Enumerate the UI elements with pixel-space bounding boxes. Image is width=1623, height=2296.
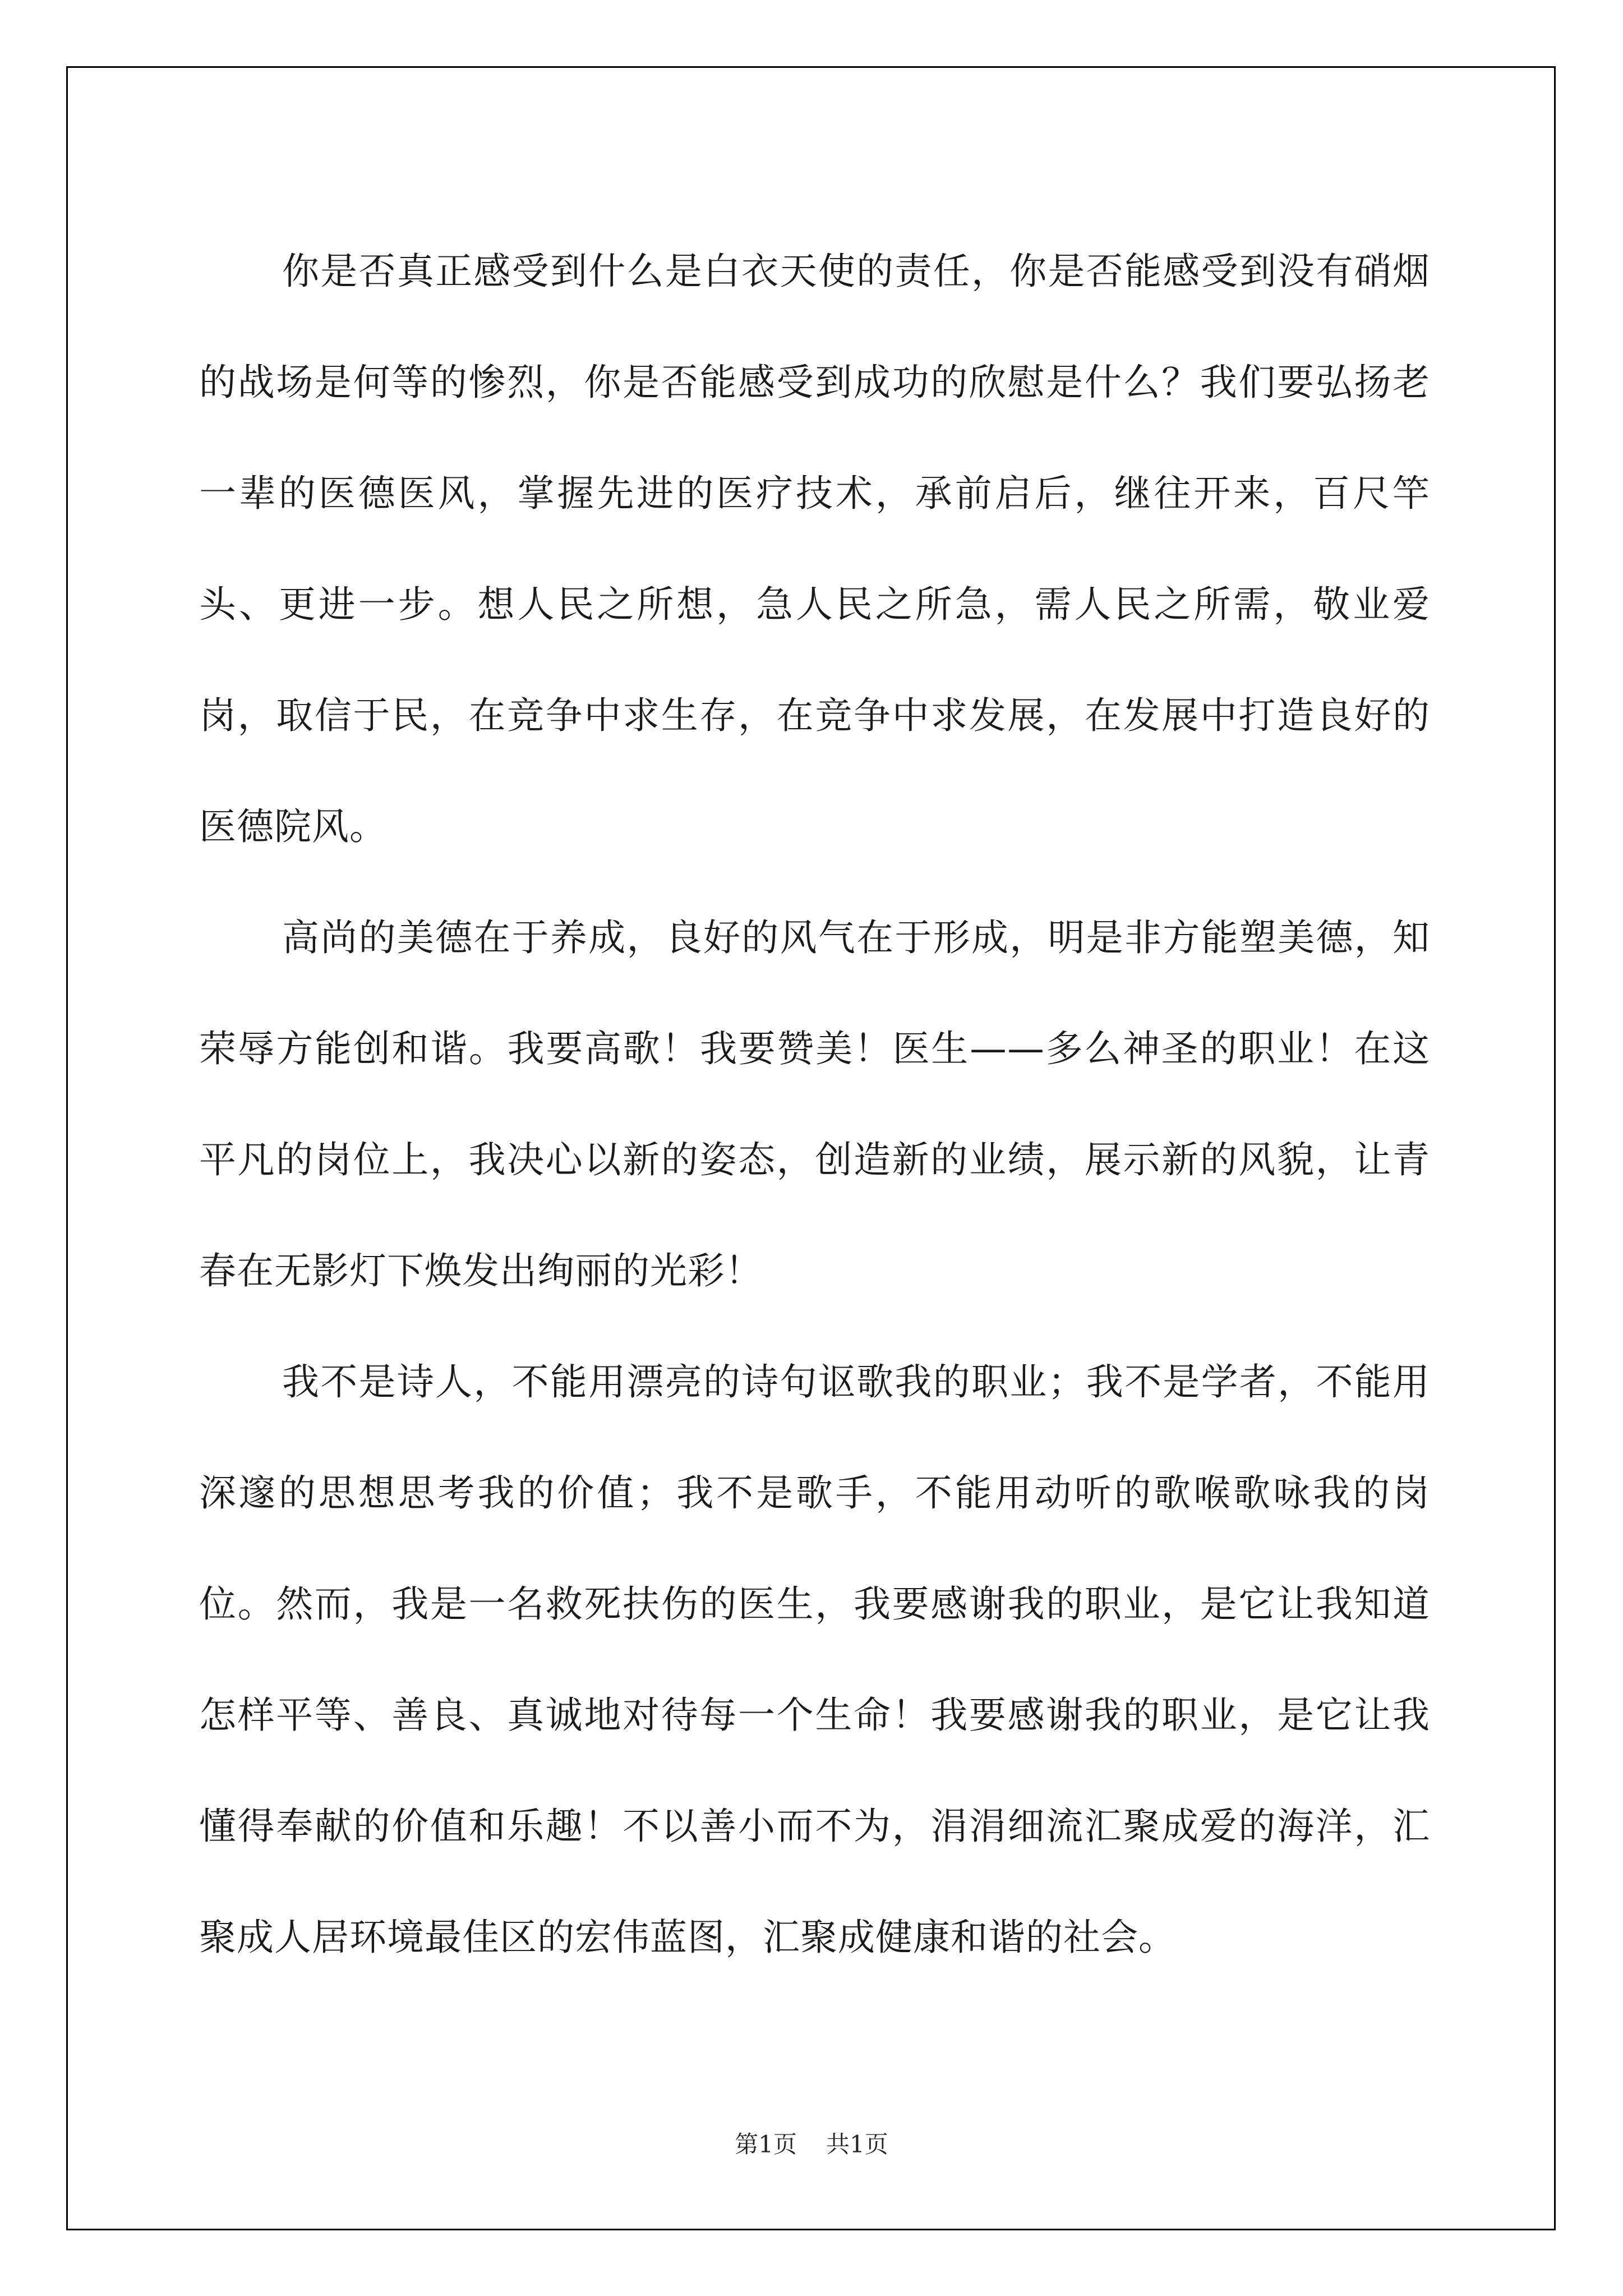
paragraph-1: 你是否真正感受到什么是白衣天使的责任，你是否能感受到没有硝烟的战场是何等的惨烈，你是否能感受到成功的欣慰是什么？我们要弘扬老一辈的医德医风，掌握先进的医疗技术，承前启后，继往开来，百尺竿头、更进一步。想人民之所想，急人民之所急，需人民之所需，敬业爱岗，取信于民，在竞争中求生存，在竞争中求发展，在发展中打造良好的医德院风。 <box>199 250 1430 848</box>
paragraph-2: 高尚的美德在于养成，良好的风气在于形成，明是非方能塑美德，知荣辱方能创和谐。我要高歌！我要赞美！医生——多么神圣的职业！在这平凡的岗位上，我决心以新的姿态，创造新的业绩，展示新的风貌，让青春在无影灯下焕发出绚丽的光彩！ <box>199 916 1430 1292</box>
page-total: 共1页 <box>826 2131 888 2158</box>
page-number: 第1页 <box>735 2131 797 2158</box>
paragraph-3: 我不是诗人，不能用漂亮的诗句讴歌我的职业；我不是学者，不能用深邃的思想思考我的价值；我不是歌手，不能用动听的歌喉歌咏我的岗位。然而，我是一名救死扶伤的医生，我要感谢我的职业，是它让我知道怎样平等、善良、真诚地对待每一个生命！我要感谢我的职业，是它让我懂得奉献的价值和乐趣！不以善小而不为，涓涓细流汇聚成爱的海洋，汇聚成人居环境最佳区的宏伟蓝图，汇聚成健康和谐的社会。 <box>199 1360 1430 1959</box>
page-footer <box>0 2126 1623 2160</box>
document-body <box>199 216 1430 1993</box>
